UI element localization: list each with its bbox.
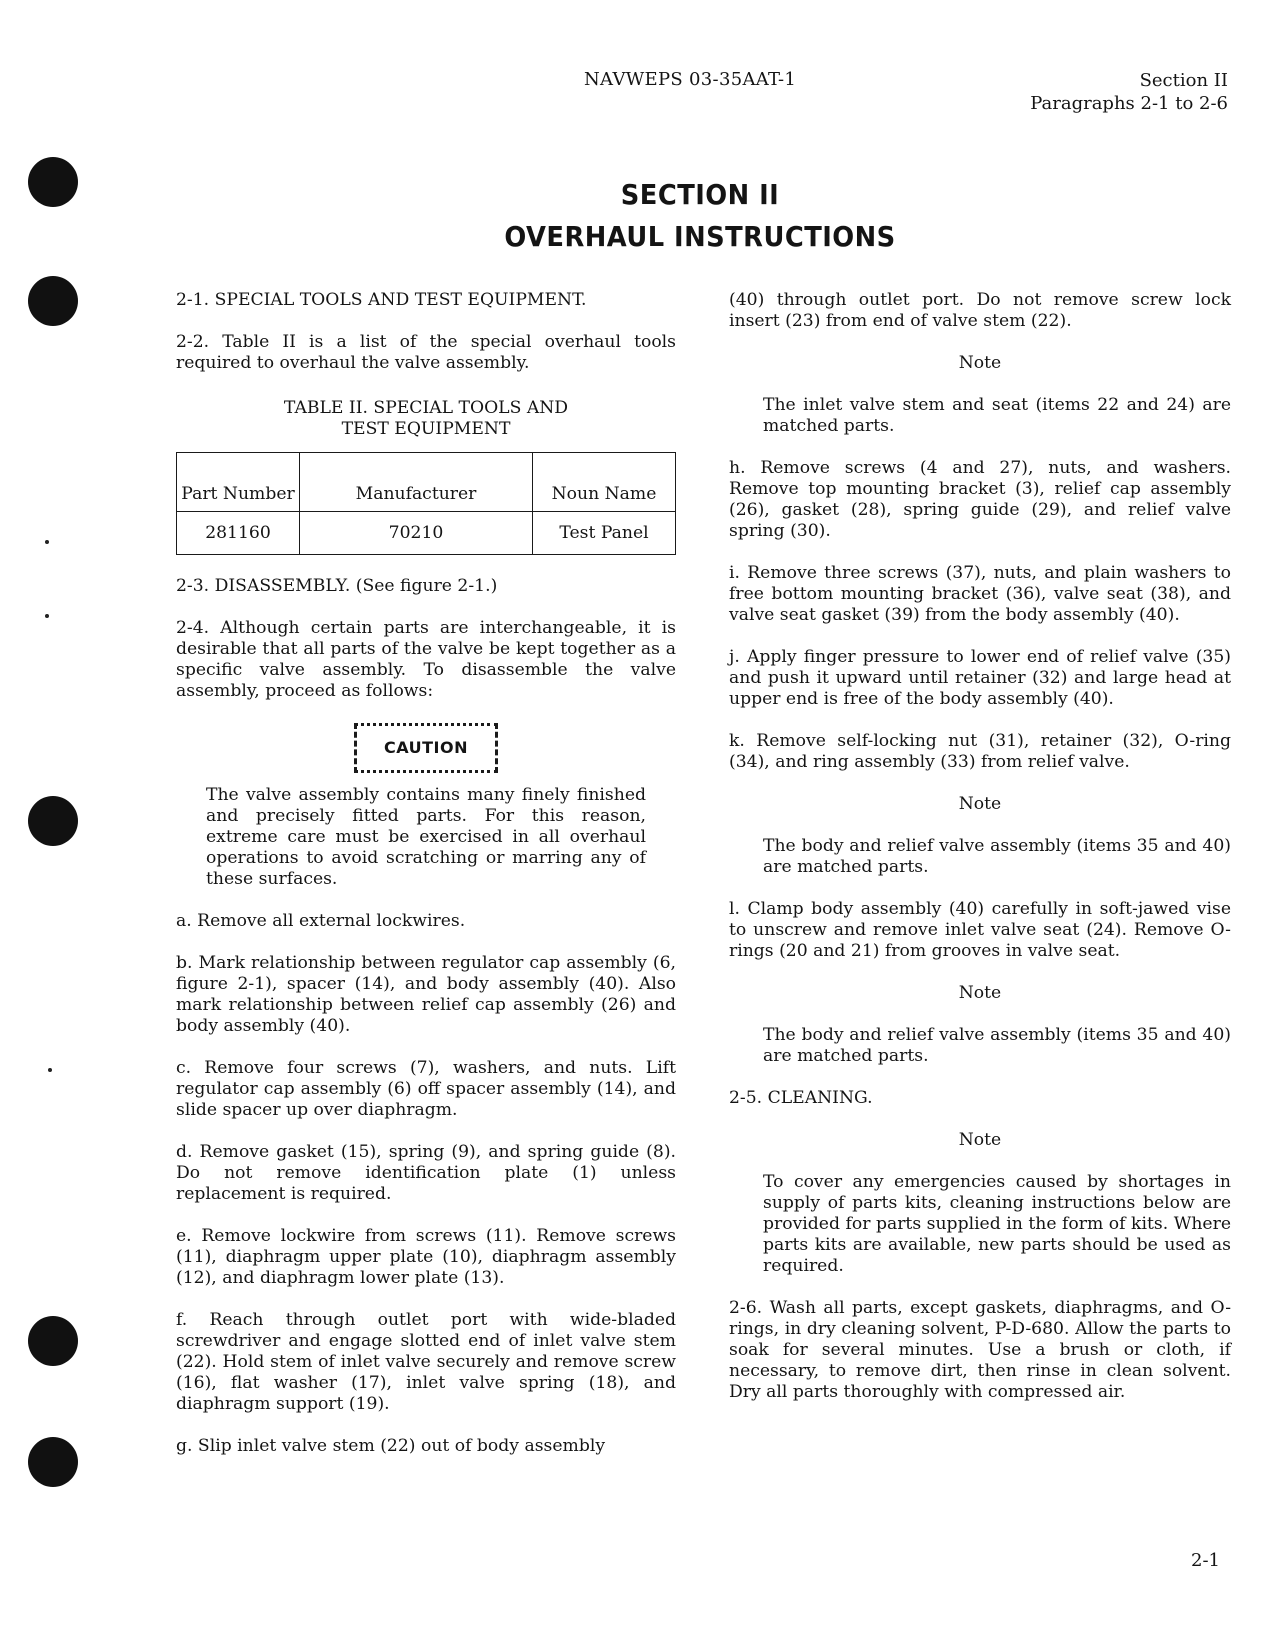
paragraph: 2-6. Wash all parts, except gaskets, diaphragms, and O-rings, in dry cleaning solvent, P-D-680. Allow the parts to soak for several minutes. Use a brush or cloth, if necessary, to remove dirt, then rinse in clean solvent. Dry all parts thoroughly with compressed air. [729, 1298, 1231, 1402]
binder-hole-4 [28, 1316, 78, 1366]
section-subtitle: OVERHAUL INSTRUCTIONS [504, 220, 896, 253]
caution-badge [354, 723, 498, 773]
paragraph: 2-2. Table II is a list of the special overhaul tools required to overhaul the valve assembly. [176, 332, 676, 373]
step-l: l. Clamp body assembly (40) carefully in soft-jawed vise to unscrew and remove inlet valve seat (24). Remove O-rings (20 and 21) from grooves in valve seat. [729, 899, 1231, 961]
caution-label: CAUTION [384, 738, 468, 757]
caution-block [176, 723, 676, 779]
paragraph: 2-4. Although certain parts are interchangeable, it is desirable that all parts of the valve be kept together as a specific valve assembly. To disassemble the valve assembly, proceed as follows: [176, 618, 676, 701]
step-g: g. Slip inlet valve stem (22) out of body assembly [176, 1436, 606, 1456]
note-text: The body and relief valve assembly (items 35 and 40) are matched parts. [763, 1025, 1231, 1066]
step-k: k. Remove self-locking nut (31), retainer (32), O-ring (34), and ring assembly (33) from relief valve. [729, 731, 1231, 772]
table-header-row [177, 453, 676, 512]
note-label: Note [958, 794, 1002, 814]
step-f: f. Reach through outlet port with wide-bladed screwdriver and engage slotted end of inlet valve stem (22). Hold stem of inlet valve securely and remove screw (16), flat washer (17), inlet valve spring (18), and diaphragm support (19). [176, 1310, 676, 1414]
table-cell: Test Panel [533, 512, 676, 555]
table-cell: 70210 [300, 512, 533, 555]
step-b: b. Mark relationship between regulator cap assembly (6, figure 2-1), spacer (14), and body assembly (40). Also mark relationship between relief cap assembly (26) and body assembly (40). [176, 953, 676, 1036]
section-reference [1030, 69, 1228, 115]
scan-speck [45, 540, 49, 544]
scan-speck [45, 614, 49, 618]
paragraph-heading: 2-1. SPECIAL TOOLS AND TEST EQUIPMENT. [176, 290, 587, 310]
step-h: h. Remove screws (4 and 27), nuts, and washers. Remove top mounting bracket (3), relief cap assembly (26), gasket (28), spring guide (29), and relief valve spring (30). [729, 458, 1231, 541]
note-text: The inlet valve stem and seat (items 22 and 24) are matched parts. [763, 395, 1231, 436]
column-header: Manufacturer [300, 453, 533, 512]
document-number: NAVWEPS 03-35AAT-1 [584, 69, 797, 90]
step-c: c. Remove four screws (7), washers, and nuts. Lift regulator cap assembly (6) off spacer assembly (14), and slide spacer up over diaphragm. [176, 1058, 676, 1120]
step-i: i. Remove three screws (37), nuts, and plain washers to free bottom mounting bracket (36), valve seat (38), and valve seat gasket (39) from the body assembly (40). [729, 563, 1231, 625]
left-column [176, 290, 676, 1478]
note-label: Note [958, 353, 1002, 373]
column-header: Noun Name [533, 453, 676, 512]
step-d: d. Remove gasket (15), spring (9), and spring guide (8). Do not remove identification plate (1) unless replacement is required. [176, 1142, 676, 1204]
step-e: e. Remove lockwire from screws (11). Remove screws (11), diaphragm upper plate (10), diaphragm assembly (12), and diaphragm lower plate (13). [176, 1226, 676, 1288]
note-label: Note [958, 983, 1002, 1003]
table-title-line: TABLE II. SPECIAL TOOLS AND [283, 398, 569, 418]
right-column [729, 290, 1231, 1424]
note-label: Note [958, 1130, 1002, 1150]
special-tools-table [176, 452, 676, 555]
column-header: Part Number [177, 453, 300, 512]
table-title-line: TEST EQUIPMENT [341, 419, 511, 439]
binder-hole-2 [28, 276, 78, 326]
table-cell: 281160 [177, 512, 300, 555]
section-title: SECTION II [620, 178, 780, 211]
table-row [177, 512, 676, 555]
caution-text: The valve assembly contains many finely finished and precisely fitted parts. For this reason, extreme care must be exercised in all overhaul operations to avoid scratching or marring any of these surfaces. [206, 785, 646, 889]
paragraph-range: Paragraphs 2-1 to 2-6 [1030, 93, 1228, 114]
paragraph-heading: 2-3. DISASSEMBLY. (See figure 2-1.) [176, 576, 498, 596]
paragraph-heading: 2-5. CLEANING. [729, 1088, 873, 1108]
binder-hole-3 [28, 796, 78, 846]
section-label: Section II [1139, 70, 1228, 91]
table-title [176, 398, 676, 440]
binder-hole-5 [28, 1437, 78, 1487]
step-a: a. Remove all external lockwires. [176, 911, 466, 931]
note-text: The body and relief valve assembly (items 35 and 40) are matched parts. [763, 836, 1231, 877]
step-j: j. Apply finger pressure to lower end of relief valve (35) and push it upward until retainer (32) and large head at upper end is free of the body assembly (40). [729, 647, 1231, 709]
note-text: To cover any emergencies caused by shortages in supply of parts kits, cleaning instructions below are provided for parts supplied in the form of kits. Where parts kits are available, new parts should be used as required. [763, 1172, 1231, 1276]
scan-speck [48, 1068, 52, 1072]
page-number: 2-1 [1191, 1550, 1220, 1571]
step-g-continued: (40) through outlet port. Do not remove screw lock insert (23) from end of valve stem (22). [729, 290, 1231, 331]
